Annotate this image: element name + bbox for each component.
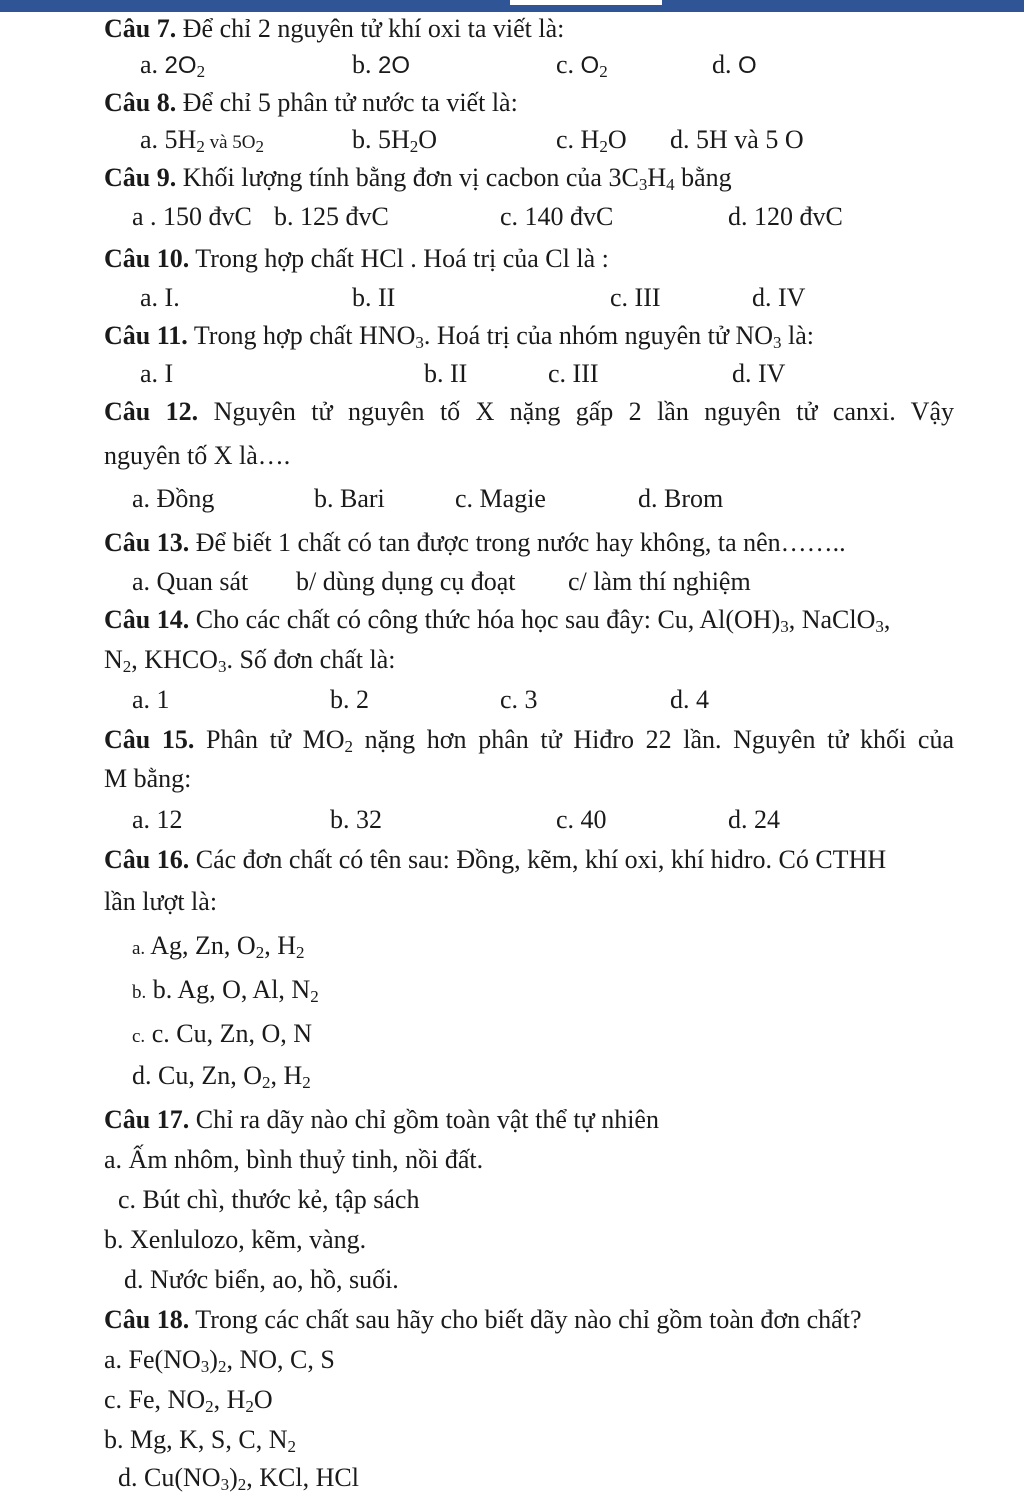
q10-option-c: c. III	[610, 283, 661, 312]
question-18	[104, 1305, 861, 1335]
q17-option-d: d. Nước biển, ao, hồ, suối.	[124, 1265, 399, 1294]
question-9: Câu 9. Khối lượng tính bằng đơn vị cacbon của $3C_3H_4$ bằng	[104, 163, 732, 194]
question-14: Câu 14. Cho các chất có công thức hóa học sau đây: Cu, $Al(OH)_3$, NaClO$_3$,	[104, 605, 891, 636]
question-17	[104, 1105, 659, 1135]
q12-option-c: c. Magie	[455, 484, 546, 513]
q15-option-b: b. 32	[330, 805, 382, 834]
question-16	[104, 845, 886, 875]
q18-option-a: a. $Fe(NO_3)_2$, NO, C, S	[104, 1345, 335, 1376]
question-12	[104, 397, 954, 427]
question-label: Câu 16.	[104, 845, 190, 874]
question-7	[104, 14, 564, 44]
q14-option-b: b. 2	[330, 685, 369, 714]
q11-option-d: d. IV	[732, 359, 786, 388]
q12-option-b: b. Bari	[314, 484, 385, 513]
question-label: Câu 12.	[104, 397, 199, 426]
q16-option-c: c. c. Cu, Zn, O, N	[132, 1019, 313, 1048]
q9-option-d: d. 120 đvC	[728, 202, 843, 231]
top-bar	[0, 0, 1024, 12]
question-text: Để chỉ 5 phân tử nước ta viết là:	[176, 88, 518, 117]
q15-option-d: d. 24	[728, 805, 780, 834]
q13-option-c: c/ làm thí nghiệm	[568, 567, 751, 596]
question-label: Câu 7.	[104, 14, 177, 43]
question-label: Câu 15.	[104, 725, 195, 754]
q18-option-d: d. $Cu(NO_3)_2$, KCl, HCl	[118, 1463, 359, 1494]
question-label: Câu 10.	[104, 244, 190, 273]
q8-option-c: c. $H_2O$	[556, 125, 627, 156]
question-14-continued: $N_2$, $KHCO_3$. Số đơn chất là:	[104, 645, 396, 676]
question-text: Nguyên tử nguyên tố X nặng gấp 2 lần nguyên tử canxi. Vậy	[198, 397, 954, 426]
question-label: Câu 14.	[104, 605, 190, 634]
question-text: Các đơn chất có tên sau: Đồng, kẽm, khí oxi, khí hidro. Có CTHH	[189, 845, 887, 874]
q14-option-a: a. 1	[132, 685, 170, 714]
question-text: Trong các chất sau hãy cho biết dãy nào chỉ gồm toàn đơn chất?	[189, 1305, 862, 1334]
question-label: Câu 18.	[104, 1305, 190, 1334]
q17-option-b: b. Xenlulozo, kẽm, vàng.	[104, 1225, 367, 1254]
question-label: Câu 11.	[104, 321, 188, 350]
q13-option-a: a. Quan sát	[132, 567, 249, 596]
q18-option-b: b. Mg, K, S, C, $N_2$	[104, 1425, 296, 1456]
q9-option-a: a . 150 đvC	[132, 202, 252, 231]
question-15-continued: M bằng:	[104, 764, 192, 793]
q9-option-b: b. 125 đvC	[274, 202, 389, 231]
q16-option-a: a. Ag, Zn, $O_2$, $H_2$	[132, 931, 305, 962]
q17-option-c: c. Bút chì, thước kẻ, tập sách	[118, 1185, 420, 1214]
question-16-continued: lần lượt là:	[104, 887, 218, 916]
question-text: Để biết 1 chất có tan được trong nước hay không, ta nên……..	[189, 528, 846, 557]
q8-option-d: d. 5H và 5 O	[670, 125, 804, 154]
q11-option-a: a. I	[140, 359, 174, 388]
q7-option-c: c. $O_2$	[556, 50, 608, 81]
q10-option-a: a. I.	[140, 283, 180, 312]
question-13	[104, 528, 846, 558]
q14-option-d: d. 4	[670, 685, 709, 714]
q7-option-a: a. $2O_2$	[140, 50, 206, 81]
question-15: Câu 15. Phân tử $MO_2$ nặng hơn phân tử Hiđro 22 lần. Nguyên tử khối của	[104, 725, 954, 756]
q14-option-c: c. 3	[500, 685, 538, 714]
q9-option-c: c. 140 đvC	[500, 202, 614, 231]
question-label: Câu 9.	[104, 163, 177, 192]
question-10	[104, 244, 609, 274]
q18-option-c: c. Fe, $NO_2$, $H_2O$	[104, 1385, 273, 1416]
q10-option-d: d. IV	[752, 283, 806, 312]
q16-option-b: b. b. Ag, O, Al, $N_2$	[132, 975, 319, 1006]
question-label: Câu 8.	[104, 88, 177, 117]
question-text: Trong hợp chất HCl . Hoá trị của Cl là :	[189, 244, 609, 273]
q8-option-a: a. $5H_2$ và $5O_2$	[140, 125, 264, 156]
question-8	[104, 88, 518, 118]
q12-option-d: d. Brom	[638, 484, 724, 513]
q10-option-b: b. II	[352, 283, 396, 312]
q7-option-d: d. O	[712, 50, 757, 79]
question-11: Câu 11. Trong hợp chất $HNO_3$. Hoá trị của nhóm nguyên tử $NO_3$ là:	[104, 321, 814, 352]
q8-option-b: b. $5H_2O$	[352, 125, 438, 156]
q12-option-a: a. Đồng	[132, 484, 215, 513]
q15-option-c: c. 40	[556, 805, 607, 834]
q13-option-b: b/ dùng dụng cụ đoạt	[296, 567, 516, 596]
q11-option-c: c. III	[548, 359, 599, 388]
q17-option-a: a. Ấm nhôm, bình thuỷ tinh, nồi đất.	[104, 1145, 484, 1174]
q16-option-d: d. Cu, Zn, $O_2$, $H_2$	[132, 1061, 311, 1092]
question-label: Câu 13.	[104, 528, 190, 557]
q15-option-a: a. 12	[132, 805, 183, 834]
q11-option-b: b. II	[424, 359, 468, 388]
q7-option-b: b. 2O	[352, 50, 411, 79]
question-label: Câu 17.	[104, 1105, 190, 1134]
top-bar-tab	[510, 0, 662, 5]
question-text: Chỉ ra dãy nào chỉ gồm toàn vật thể tự nhiên	[189, 1105, 659, 1134]
question-12-continued: nguyên tố X là….	[104, 441, 291, 470]
question-text: Để chỉ 2 nguyên tử khí oxi ta viết là:	[176, 14, 565, 43]
